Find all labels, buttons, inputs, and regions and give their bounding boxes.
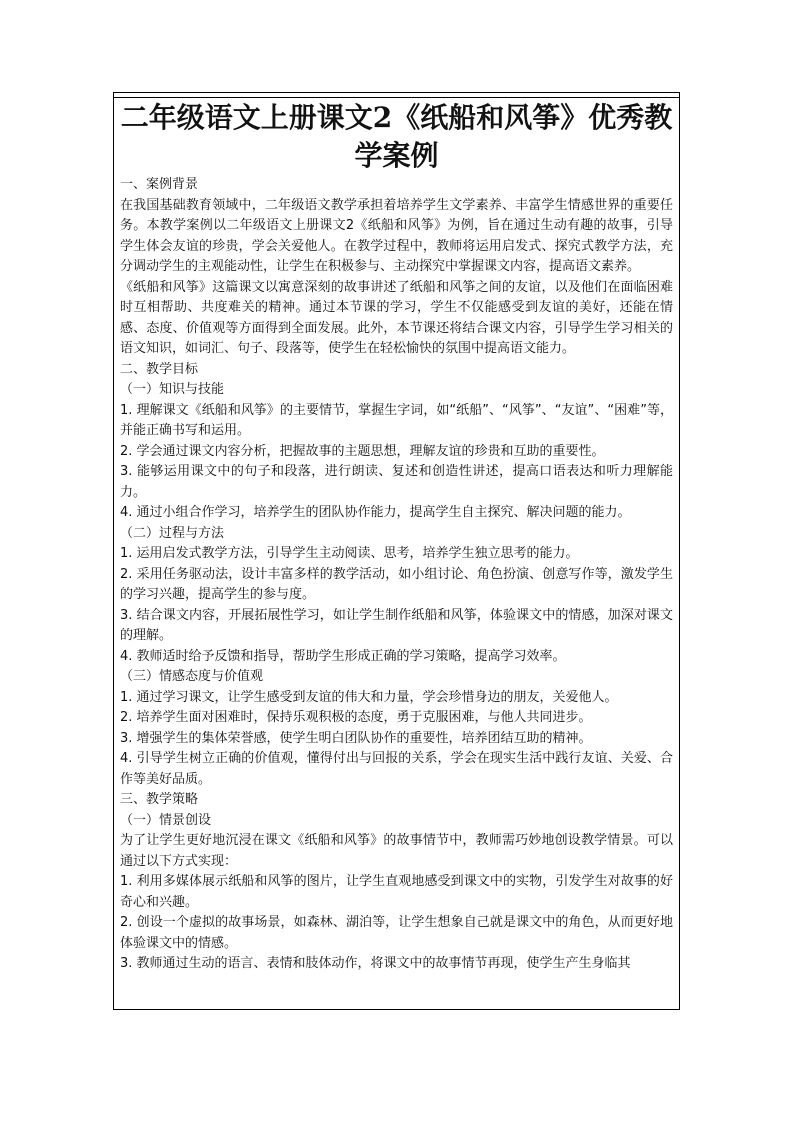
table-header-row (114, 93, 679, 98)
list-item: 4. 通过小组合作学习，培养学生的团队协作能力，提高学生自主探究、解决问题的能力。 (120, 505, 631, 520)
paragraph: 《纸船和风筝》这篇课文以寓意深刻的故事讲述了纸船和风筝之间的友谊，以及他们在面临困难时互相帮助、共度难关的精神。通过本节课的学习，学生不仅能感受到友谊的美好，还能在情感、态度、价值观等方面得到全面发展。此外，本节课还将结合课文内容，引导学生学习相关的语文知识，如词汇、句子、段落等，使学生在轻松愉快的氛围中提高语文能力。 (120, 279, 673, 356)
document-body (120, 99, 673, 975)
list-item: 1. 理解课文《纸船和风筝》的主要情节，掌握生字词，如“纸船”、“风筝”、“友谊”、“困难”等，并能正确书写和运用。 (120, 402, 673, 438)
list-item: 2. 学会通过课文内容分析，把握故事的主题思想，理解友谊的珍贵和互助的重要性。 (120, 443, 605, 459)
subsection-heading: （一）知识与技能 (120, 382, 225, 397)
subsection-heading: （一）情景创设 (120, 812, 212, 828)
document-blocks (120, 175, 673, 975)
list-item: 3. 结合课文内容，开展拓展性学习，如让学生制作纸船和风筝，体验课文中的情感，加深对课文的理解。 (120, 607, 673, 643)
section-heading: 二、教学目标 (120, 361, 199, 377)
list-item: 3. 教师通过生动的语言、表情和肢体动作，将课文中的故事情节再现，使学生产生身临其 (120, 956, 631, 971)
section-heading: 三、教学策略 (120, 792, 199, 807)
list-item: 4. 引导学生树立正确的价值观，懂得付出与回报的关系，学会在现实生活中践行友谊、关爱、合作等美好品质。 (120, 751, 673, 787)
list-item: 2. 采用任务驱动法，设计丰富多样的教学活动，如小组讨论、角色扮演、创意写作等，激发学生的学习兴趣，提高学生的参与度。 (120, 566, 673, 602)
list-item: 1. 运用启发式教学方法，引导学生主动阅读、思考，培养学生独立思考的能力。 (120, 546, 579, 561)
list-item: 3. 增强学生的集体荣誉感，使学生明白团队协作的重要性，培养团结互助的精神。 (120, 730, 592, 746)
list-item: 4. 教师适时给予反馈和指导，帮助学生形成正确的学习策略，提高学习效率。 (120, 648, 566, 664)
paragraph: 在我国基础教育领域中，二年级语文教学承担着培养学生文学素养、丰富学生情感世界的重要任务。本教学案例以二年级语文上册课文2《纸船和风筝》为例，旨在通过生动有趣的故事，引导学生体会友谊的珍贵，学会关爱他人。在教学过程中，教师将运用启发式、探究式教学方法，充分调动学生的主观能动性，让学生在积极参与、主动探究中掌握课文内容，提高语文素养。 (120, 197, 673, 274)
subsection-heading: （三）情感态度与价值观 (120, 669, 264, 684)
list-item: 3. 能够运用课文中的句子和段落，进行朗读、复述和创造性讲述，提高口语表达和听力理解能力。 (120, 464, 673, 500)
list-item: 2. 创设一个虚拟的故事场景，如森林、湖泊等，让学生想象自己就是课文中的角色，从而更好地体验课文中的情感。 (120, 915, 673, 951)
subsection-heading: （二）过程与方法 (120, 525, 225, 541)
paragraph: 为了让学生更好地沉浸在课文《纸船和风筝》的故事情节中，教师需巧妙地创设教学情景。可以通过以下方式实现： (120, 833, 673, 869)
list-item: 2. 培养学生面对困难时，保持乐观积极的态度，勇于克服困难，与他人共同进步。 (120, 710, 592, 725)
section-heading: 一、案例背景 (120, 177, 199, 192)
list-item: 1. 利用多媒体展示纸船和风筝的图片，让学生直观地感受到课文中的实物，引发学生对故事的好奇心和兴趣。 (120, 874, 673, 910)
document-title: 二年级语文上册课文2《纸船和风筝》优秀教学案例 (120, 101, 673, 172)
document-table (113, 92, 680, 1010)
list-item: 1. 通过学习课文，让学生感受到友谊的伟大和力量，学会珍惜身边的朋友，关爱他人。 (120, 689, 618, 705)
